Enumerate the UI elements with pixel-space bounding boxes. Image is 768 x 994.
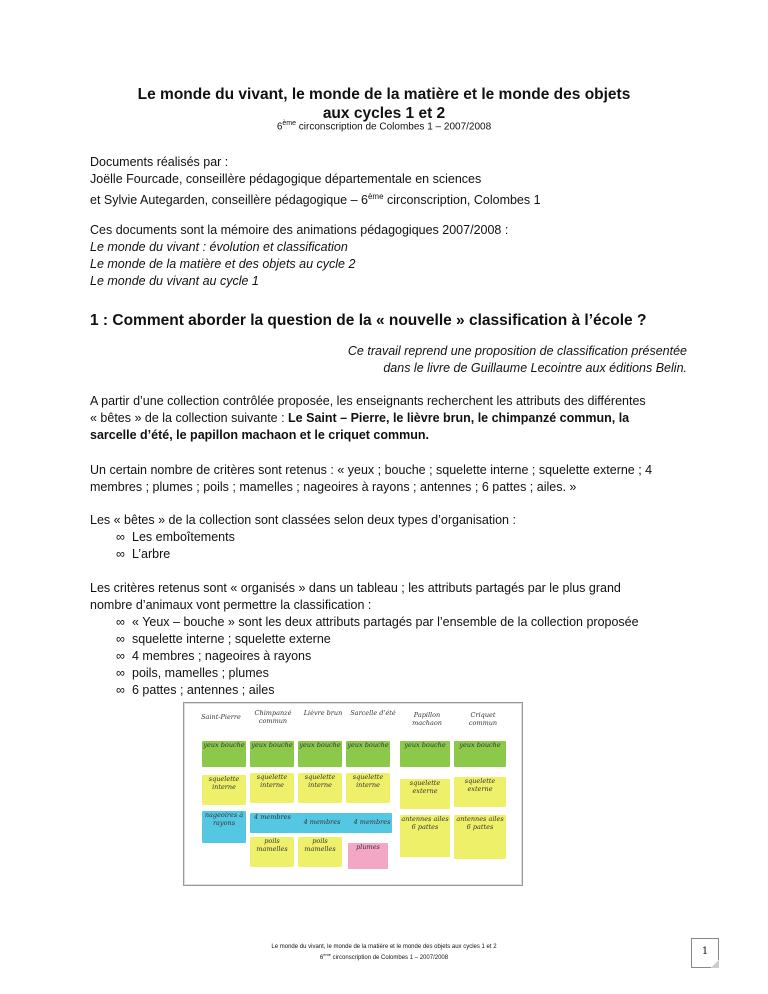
- source-quote: Ce travail reprend une proposition de classification présentée dans le livre de Guillaume Lecointre aux éditions Belin.: [347, 344, 687, 375]
- board-label: 4 membres: [353, 818, 391, 826]
- document-title-line2: aux cycles 1 et 2: [322, 105, 446, 122]
- paragraph-classification: Les critères retenus sont « organisés » dans un tableau ; les attributs partagés par le plus grand nombre d’animaux vont permettre la classification : ∞ « Yeux – bouche » sont les deux attributs partagés par l’ensemble de la collection proposée ∞ squelette interne ; squelette externe ∞ 4 membres ; nageoires à rayons ∞ poils, mamelles ; plumes ∞ 6 pattes ; antennes ; ailes: [90, 580, 690, 699]
- section-heading: 1 : Comment aborder la question de la « nouvelle » classification à l’école ?: [90, 312, 647, 329]
- sticky-note: squelette interne: [250, 773, 294, 803]
- memory-intro: Ces documents sont la mémoire des animations pédagogiques 2007/2008 :: [90, 223, 509, 237]
- page-footer: Le monde du vivant, le monde de la matière et le monde des objets aux cycles 1 et 2 6ème circonscription de Colombes 1 – 2007/2008: [271, 944, 497, 961]
- memory-item: Le monde de la matière et des objets au cycle 2: [90, 257, 356, 271]
- paragraph-organisation: Les « bêtes » de la collection sont classées selon deux types d’organisation : ∞ Les emboîtements ∞ L’arbre: [90, 512, 690, 563]
- sticky-note: 4 membres: [250, 813, 392, 833]
- page-number: 1: [691, 938, 719, 968]
- document-title-line1: Le monde du vivant, le monde de la matière et le monde des objets: [137, 86, 631, 103]
- organisation-list: [90, 529, 690, 563]
- sticky-note: squelette externe: [454, 777, 506, 807]
- board-header: Chimpanzé commun: [254, 709, 292, 725]
- list-item: ∞ Les emboîtements: [116, 530, 235, 544]
- document-subtitle: 6ème circonscription de Colombes 1 – 2007/2008: [276, 120, 492, 133]
- list-item: ∞ squelette interne ; squelette externe: [116, 632, 331, 646]
- sticky-note: yeux bouche: [346, 741, 390, 767]
- board-header: Papillon machaon: [412, 711, 442, 727]
- board-header: Criquet commun: [468, 711, 498, 727]
- sticky-note: poils mamelles: [250, 837, 294, 867]
- board-header: Sarcelle d’été: [350, 709, 396, 717]
- sticky-note: antennes ailes 6 pattes: [400, 815, 450, 857]
- sticky-note: squelette interne: [202, 775, 246, 805]
- list-item: ∞ 6 pattes ; antennes ; ailes: [116, 683, 275, 697]
- authors-line3: et Sylvie Autegarden, conseillère pédagogique – 6ème circonscription, Colombes 1: [90, 192, 541, 208]
- criteria-list: [90, 614, 690, 699]
- list-item: ∞ « Yeux – bouche » sont les deux attributs partagés par l’ensemble de la collection proposée: [116, 615, 639, 629]
- list-item: ∞ poils, mamelles ; plumes: [116, 666, 269, 680]
- authors-line1: Documents réalisés par :: [90, 155, 229, 169]
- memory-block: [90, 222, 690, 290]
- paragraph-collection: A partir d’une collection contrôlée proposée, les enseignants recherchent les attributs des différentes « bêtes » de la collection suivante : Le Saint – Pierre, le lièvre brun, le chimpanzé commun, la sarcelle d’été, le papillon machaon et le criquet commun.: [90, 394, 646, 442]
- list-item: ∞ 4 membres ; nageoires à rayons: [116, 649, 312, 663]
- sticky-note: yeux bouche: [454, 741, 506, 767]
- sticky-note: yeux bouche: [400, 741, 450, 767]
- authors-block: [90, 154, 690, 209]
- sticky-note: squelette interne: [298, 773, 342, 803]
- board-header: Saint-Pierre: [201, 713, 241, 721]
- sticky-note: plumes: [348, 843, 388, 869]
- classification-board-photo: [183, 702, 523, 886]
- list-item: ∞ L’arbre: [116, 547, 171, 561]
- memory-item: Le monde du vivant au cycle 1: [90, 274, 259, 288]
- paragraph-criteria: Un certain nombre de critères sont retenus : « yeux ; bouche ; squelette interne ; squelette externe ; 4 membres ; plumes ; poils ; mamelles ; nageoires à rayons ; antennes ; 6 pattes ; ailes. »: [90, 463, 653, 494]
- sticky-note: squelette interne: [346, 773, 390, 803]
- board-label: 4 membres: [303, 818, 341, 826]
- sticky-note: poils mamelles: [298, 837, 342, 867]
- sticky-note: yeux bouche: [202, 741, 246, 767]
- memory-item: Le monde du vivant : évolution et classification: [90, 240, 348, 254]
- authors-line2: Joëlle Fourcade, conseillère pédagogique départementale en sciences: [90, 172, 482, 186]
- board-header: Lièvre brun: [303, 709, 343, 717]
- sticky-note: nageoires à rayons: [202, 811, 246, 843]
- sticky-note: yeux bouche: [250, 741, 294, 767]
- sticky-note: yeux bouche: [298, 741, 342, 767]
- sticky-note: antennes ailes 6 pattes: [454, 815, 506, 859]
- sticky-note: squelette externe: [400, 779, 450, 809]
